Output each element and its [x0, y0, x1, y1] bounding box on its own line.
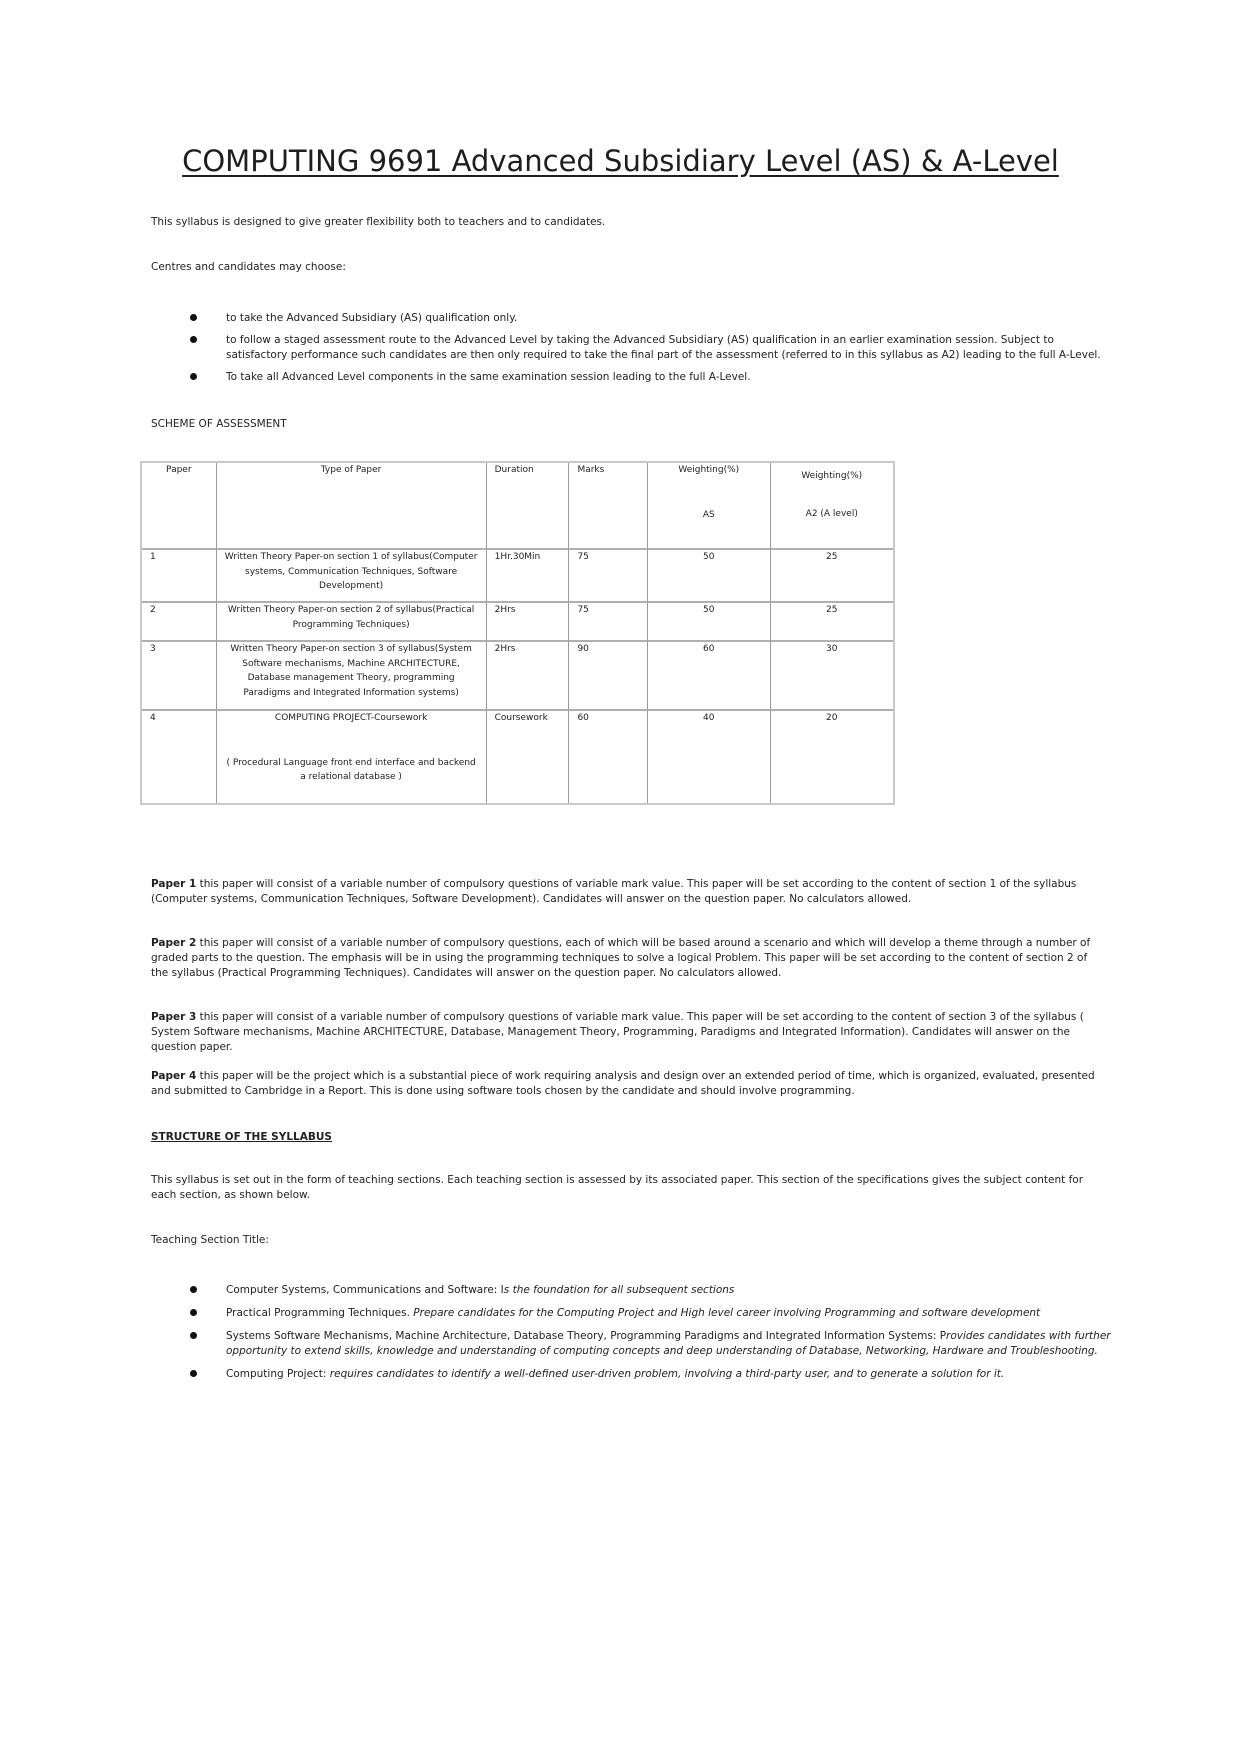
bullet-icon — [190, 314, 197, 321]
intro-text: This syllabus is designed to give greater flexibility both to teachers and to candidates. — [151, 216, 606, 228]
header-duration: Duration — [487, 463, 570, 550]
cell-marks: 75 — [569, 550, 648, 603]
cell-marks: 90 — [569, 642, 648, 711]
cell-duration: 2Hrs — [487, 642, 570, 711]
header-type: Type of Paper — [217, 463, 487, 550]
list-item: Computing Project: requires candidates to identify a well-defined user-driven problem, involving a third-party user, and to generate a solution for it. — [188, 1367, 1118, 1382]
scheme-heading: SCHEME OF ASSESSMENT — [151, 418, 287, 430]
bullet-icon — [190, 1332, 197, 1339]
structure-heading: STRUCTURE OF THE SYLLABUS — [151, 1131, 332, 1143]
cell-a2: 25 — [771, 550, 894, 603]
list-item: Computer Systems, Communications and Software: Is the foundation for all subsequent sections — [188, 1283, 1118, 1298]
cell-a2: 20 — [826, 713, 838, 723]
header-weighting-a2-sub: A2 (A level) — [805, 508, 858, 519]
table-row — [142, 603, 893, 642]
table-row — [142, 550, 893, 603]
list-item: to take the Advanced Subsidiary (AS) qualification only. — [188, 311, 1118, 326]
structure-text: This syllabus is set out in the form of teaching sections. Each teaching section is assessed by its associated paper. This section of the specifications gives the subject content for each section, as shown below. — [151, 1174, 1084, 1201]
cell-as: 40 — [648, 711, 770, 803]
header-paper: Paper — [142, 463, 217, 550]
bullet-icon — [190, 373, 197, 380]
cell-type: Written Theory Paper-on section 3 of syllabus(System Software mechanisms, Machine ARCHITECTURE, Database management Theory, programming Paradigms and Integrated Information systems) — [217, 642, 487, 711]
header-weighting-as-sub: AS — [702, 509, 715, 520]
header-marks: Marks — [569, 463, 648, 550]
cell-marks: 60 — [569, 711, 648, 803]
cell-paper: 3 — [142, 642, 217, 711]
cell-type: Written Theory Paper-on section 2 of syllabus(Practical Programming Techniques) — [217, 603, 487, 642]
cell-paper: 4 — [142, 711, 217, 803]
choose-text: Centres and candidates may choose: — [151, 261, 346, 273]
table-row — [142, 642, 893, 711]
cell-type-sub: ( Procedural Language front end interface and backend a relational database ) — [226, 757, 476, 782]
header-weighting-as: Weighting(%) AS — [648, 463, 770, 550]
assessment-table — [140, 461, 895, 805]
options-list — [188, 311, 1118, 392]
paper-4-description: Paper 4 this paper will be the project which is a substantial piece of work requiring analysis and design over an extended period of time, which is organized, evaluated, presented and submitted to Cambridge in a Report. This is done using software tools chosen by the candidate and should involve programming. — [151, 1070, 1095, 1097]
cell-duration: 2Hrs — [487, 603, 570, 642]
paper-3-description: Paper 3 this paper will consist of a variable number of compulsory questions of variable mark value. This paper will be set according to the content of section 3 of the syllabus ( System Software mechanisms, Machine ARCHITECTURE, Database, Management Theory, Programming, Paradigms and Integrated Information). Candidates will answer on the question paper. — [151, 1011, 1084, 1053]
paper-1-description: Paper 1 this paper will consist of a variable number of compulsory questions of variable mark value. This paper will be set according to the content of section 1 of the syllabus (Computer systems, Communication Techniques, Software Development). Candidates will answer on the question paper. No calculators allowed. — [151, 878, 1077, 905]
cell-duration: 1Hr.30Min — [487, 550, 570, 603]
header-weighting-a2: Weighting(%) A2 (A level) — [771, 463, 894, 550]
cell-duration: Coursework — [487, 711, 570, 803]
paper-2-description: Paper 2 this paper will consist of a variable number of compulsory questions, each of which will be based around a scenario and which will develop a theme through a number of graded parts to the question. The emphasis will be in using the programming techniques to solve a logical Problem. This paper will be set according to the content of section 2 of the syllabus (Practical Programming Techniques). Candidates will answer on the question paper. No calculators allowed. — [151, 937, 1091, 979]
bullet-icon — [190, 336, 197, 343]
list-item: To take all Advanced Level components in the same examination session leading to the full A-Level. — [188, 370, 1118, 385]
cell-as: 50 — [648, 550, 770, 603]
cell-a2: 25 — [771, 603, 894, 642]
bullet-icon — [190, 1286, 197, 1293]
cell-type: COMPUTING PROJECT-Coursework ( Procedural Language front end interface and backend a relational database ) — [217, 711, 487, 803]
cell-as: 60 — [648, 642, 770, 711]
cell-a2: 30 — [771, 642, 894, 711]
cell-paper: 1 — [142, 550, 217, 603]
bullet-icon — [190, 1370, 197, 1377]
sections-list — [188, 1283, 1118, 1390]
document-title: COMPUTING 9691 Advanced Subsidiary Level (AS) & A-Level — [182, 144, 1059, 178]
cell-type: Written Theory Paper-on section 1 of syllabus(Computer systems, Communication Techniques, Software Development) — [217, 550, 487, 603]
table-header-row — [142, 463, 893, 550]
bullet-icon — [190, 1309, 197, 1316]
cell-as: 50 — [648, 603, 770, 642]
table-row — [142, 711, 893, 803]
list-item: Practical Programming Techniques. Prepare candidates for the Computing Project and High level career involving Programming and software development — [188, 1306, 1118, 1321]
list-item: Systems Software Mechanisms, Machine Architecture, Database Theory, Programming Paradigms and Integrated Information Systems: Provides candidates with further opportunity to extend skills, knowledge and understanding of computing concepts and deep understanding of Database, Networking, Hardware and Troubleshooting. — [188, 1329, 1118, 1359]
cell-marks: 75 — [569, 603, 648, 642]
list-item: to follow a staged assessment route to the Advanced Level by taking the Advanced Subsidiary (AS) qualification in an earlier examination session. Subject to satisfactory performance such candidates are then only required to take the final part of the assessment (referred to in this syllabus as A2) leading to the full A-Level. — [188, 333, 1118, 363]
cell-paper: 2 — [142, 603, 217, 642]
teaching-section-label: Teaching Section Title: — [151, 1234, 269, 1246]
